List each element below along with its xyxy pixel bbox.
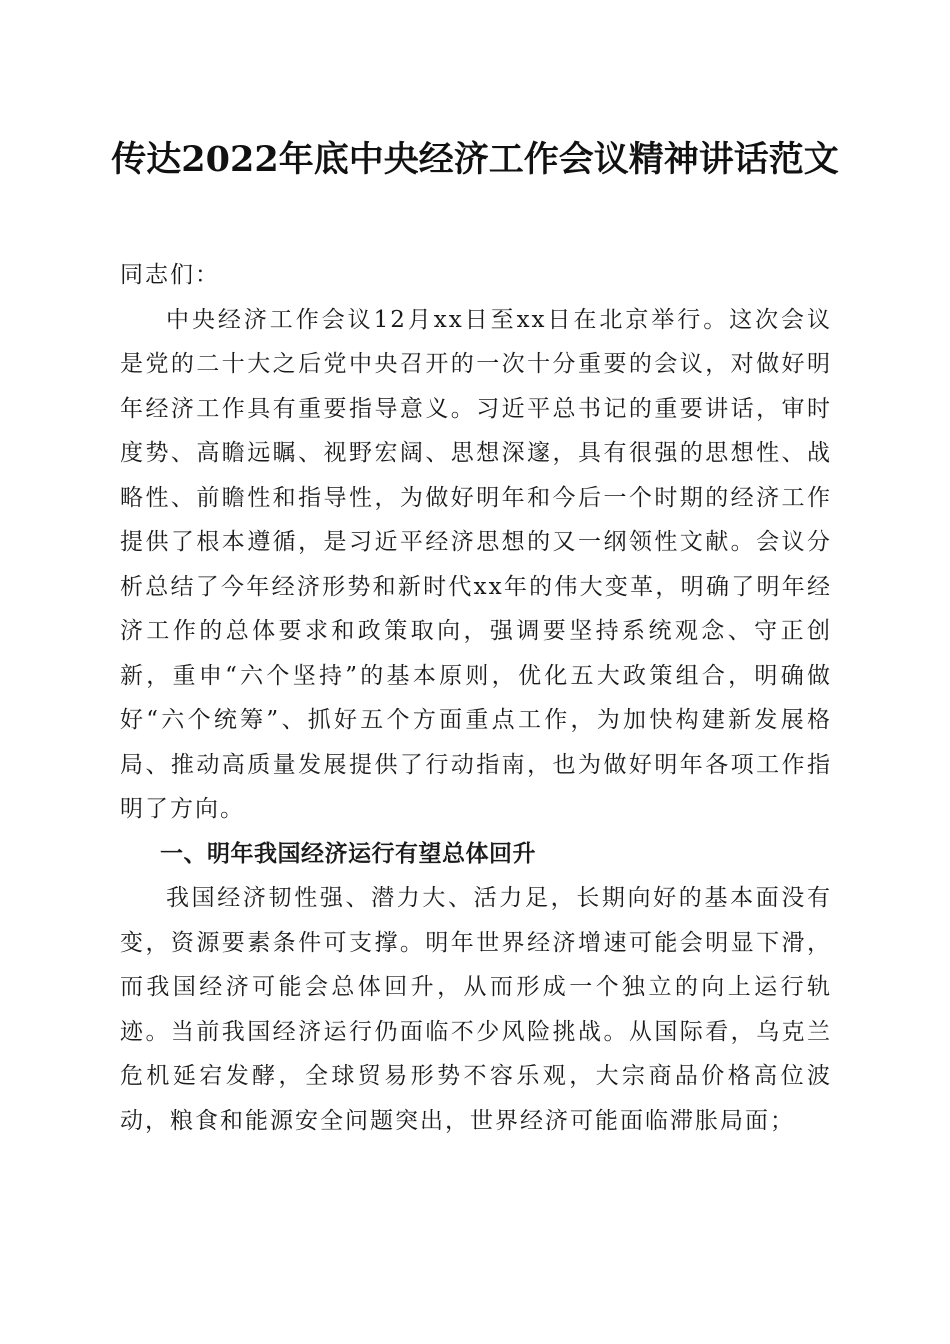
salutation: 同志们： (120, 262, 220, 288)
intro-paragraph: 中央经济工作会议12月xx日至xx日在北京举行。这次会议是党的二十大之后党中央召开的一次十分重要的会议，对做好明年经济工作具有重要指导意义。习近平总书记的重要讲话，审时度势、高瞻远瞩、视野宏阔、思想深邃，具有很强的思想性、战略性、前瞻性和指导性，为做好明年和今后一个时期的经济工作提供了根本遵循，是习近平经济思想的又一纲领性文献。会议分析总结了今年经济形势和新时代xx年的伟大变革，明确了明年经济工作的总体要求和政策取向，强调要坚持系统观念、守正创新，重申“六个坚持”的基本原则，优化五大政策组合，明确做好“六个统筹”、抓好五个方面重点工作，为加快构建新发展格局、推动高质量发展提供了行动指南，也为做好明年各项工作指明了方向。 (120, 306, 832, 822)
document-title: 传达2022年底中央经济工作会议精神讲话范文 (111, 139, 839, 180)
section-heading: 一、明年我国经济运行有望总体回升 (160, 840, 536, 867)
document-body (120, 253, 832, 1143)
section-paragraph: 我国经济韧性强、潜力大、活力足，长期向好的基本面没有变，资源要素条件可支撑。明年世界经济增速可能会明显下滑，而我国经济可能会总体回升，从而形成一个独立的向上运行轨迹。当前我国经济运行仍面临不少风险挑战。从国际看，乌克兰危机延宕发酵，全球贸易形势不容乐观，大宗商品价格高位波动，粮食和能源安全问题突出，世界经济可能面临滞胀局面； (120, 885, 832, 1134)
